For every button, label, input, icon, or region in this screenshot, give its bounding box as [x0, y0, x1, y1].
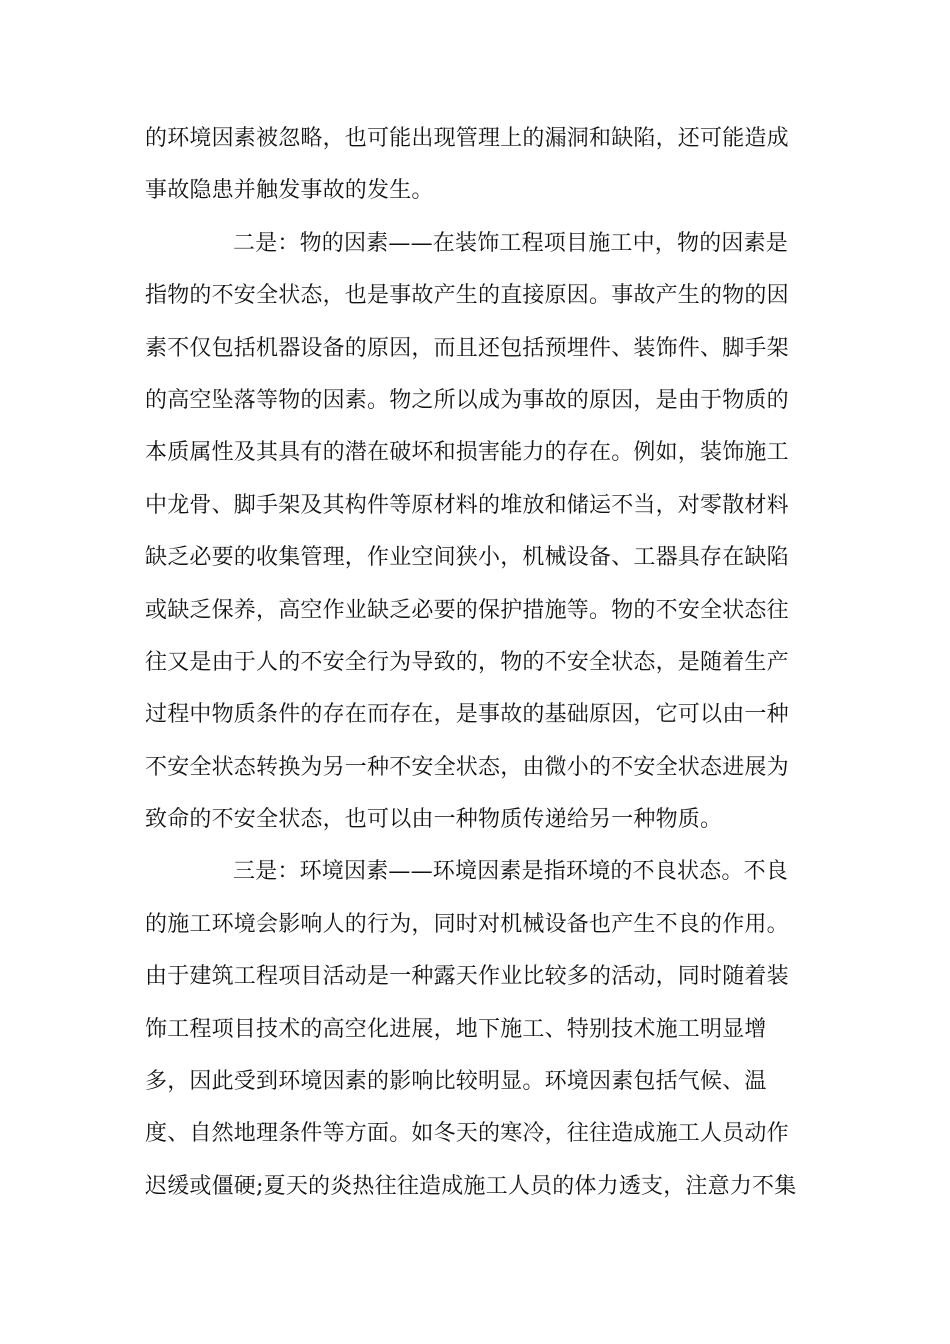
text-line: 往又是由于人的不安全行为导致的，物的不安全状态，是随着生产	[145, 649, 789, 675]
text-line: 多，因此受到环境因素的影响比较明显。环境因素包括气候、温	[145, 1069, 767, 1095]
paragraph-start-line: 二是：物的因素——在装饰工程项目施工中，物的因素是	[233, 230, 789, 256]
text-line: 饰工程项目技术的高空化进展，地下施工、特别技术施工明显增	[145, 1016, 767, 1042]
text-line: 指物的不安全状态，也是事故产生的直接原因。事故产生的物的因	[145, 283, 789, 309]
text-line: 本质属性及其具有的潜在破坏和损害能力的存在。例如，装饰施工	[145, 440, 789, 466]
text-line: 事故隐患并触发事故的发生。	[145, 178, 434, 204]
paragraph-start-line: 三是：环境因素——环境因素是指环境的不良状态。不良	[233, 859, 789, 885]
text-line: 由于建筑工程项目活动是一种露天作业比较多的活动，同时随着装	[145, 964, 789, 990]
text-line: 缺乏必要的收集管理，作业空间狭小，机械设备、工器具存在缺陷	[145, 545, 789, 571]
body-text	[145, 113, 805, 1213]
text-line: 迟缓或僵硬;夏天的炎热往往造成施工人员的体力透支，注意力不集	[145, 1173, 797, 1199]
text-line: 的环境因素被忽略，也可能出现管理上的漏洞和缺陷，还可能造成	[145, 126, 789, 151]
text-line: 过程中物质条件的存在而存在，是事故的基础原因，它可以由一种	[145, 702, 789, 728]
text-line: 中龙骨、脚手架及其构件等原材料的堆放和储运不当，对零散材料	[145, 492, 789, 518]
text-line: 的施工环境会影响人的行为，同时对机械设备也产生不良的作用。	[145, 911, 789, 937]
text-line: 不安全状态转换为另一种不安全状态，由微小的不安全状态进展为	[145, 754, 789, 780]
text-line: 素不仅包括机器设备的原因，而且还包括预埋件、装饰件、脚手架	[145, 335, 789, 361]
text-line: 度、自然地理条件等方面。如冬天的寒冷，往往造成施工人员动作	[145, 1121, 789, 1147]
text-line: 致命的不安全状态，也可以由一种物质传递给另一种物质。	[145, 807, 723, 833]
text-line: 或缺乏保养，高空作业缺乏必要的保护措施等。物的不安全状态往	[145, 597, 789, 623]
text-line: 的高空坠落等物的因素。物之所以成为事故的原因，是由于物质的	[145, 387, 789, 413]
